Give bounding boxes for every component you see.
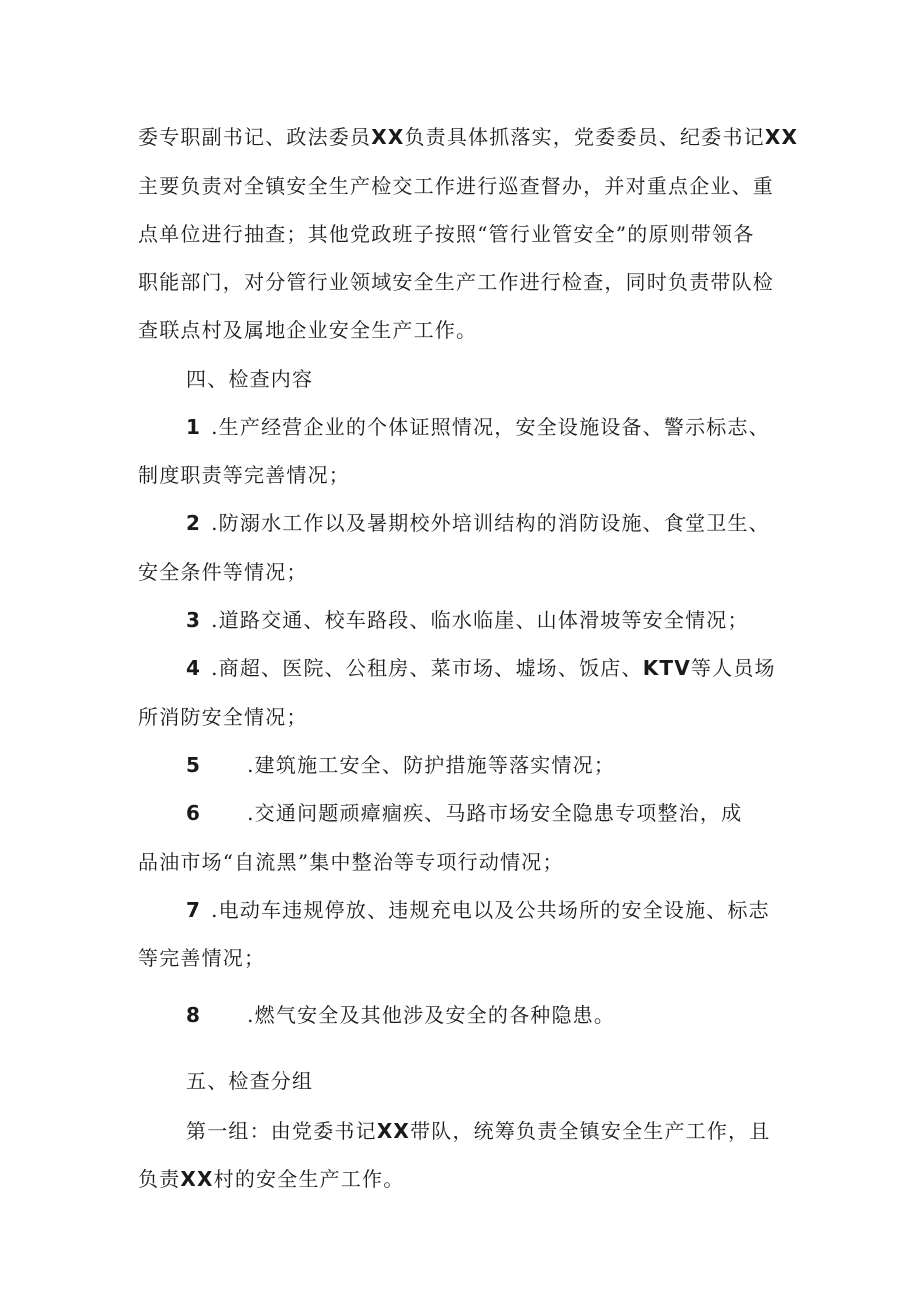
list-item-continuation: 安全条件等情况；: [138, 560, 308, 584]
text-run: 带队，统筹负责全镇安全生产工作，且: [410, 1119, 771, 1143]
item-text: .燃气安全及其他涉及安全的各种隐患。: [247, 1003, 616, 1027]
item-number: 6: [186, 801, 202, 825]
list-item: [186, 1001, 846, 1029]
list-item: [186, 751, 846, 779]
item-text: .生产经营企业的个体证照情况，安全设施设备、警示标志、: [211, 415, 770, 439]
placeholder-name: XX: [764, 125, 799, 149]
text-run: 负责具体抓落实，党委委员、纪委书记: [404, 125, 765, 149]
list-item: [186, 413, 846, 441]
text-run: 负责: [138, 1167, 181, 1191]
item-text: .电动车违规停放、违规充电以及公共场所的安全设施、标志: [211, 898, 770, 922]
item-number: 3: [186, 608, 202, 632]
item-text: .商超、医院、公租房、菜市场、墟场、饭店、: [211, 656, 643, 680]
text-run: 第一组：由党委书记: [186, 1119, 377, 1143]
item-number: 5: [186, 753, 202, 777]
item-number: 7: [186, 898, 202, 922]
item-number: 1: [186, 415, 202, 439]
list-item: [186, 799, 846, 827]
paragraph-line: [138, 1165, 798, 1193]
item-number: 8: [186, 1003, 202, 1027]
list-item-continuation: 制度职责等完善情况；: [138, 463, 350, 487]
item-number: 4: [186, 656, 202, 680]
placeholder-name: XX: [376, 1119, 411, 1143]
item-text: .建筑施工安全、防护措施等落实情况；: [247, 753, 616, 777]
text-run: 委专职副书记、政法委员: [138, 125, 372, 149]
item-text: .防溺水工作以及暑期校外培训结构的消防设施、食堂卫生、: [211, 511, 770, 535]
paragraph-line: [138, 123, 798, 151]
paragraph-line: [186, 1117, 846, 1145]
list-item: [186, 654, 846, 682]
item-text-latin: KTV: [642, 656, 691, 680]
section-heading: 五、检查分组: [186, 1069, 314, 1093]
item-text: 等人员场: [690, 656, 776, 680]
list-item: [186, 896, 846, 924]
paragraph-line: 职能部门，对分管行业领域安全生产工作进行检查，同时负责带队检: [138, 270, 774, 294]
paragraph-line: 主要负责对全镇安全生产检交工作进行巡查督办，并对重点企业、重: [138, 174, 774, 198]
section-heading: 四、检查内容: [186, 367, 314, 391]
list-item: [186, 509, 846, 537]
paragraph-line: 查联点村及属地企业安全生产工作。: [138, 318, 478, 342]
item-number: 2: [186, 511, 202, 535]
text-run: 村的安全生产工作。: [213, 1167, 405, 1191]
item-text: .交通问题顽瘴痼疾、马路市场安全隐患专项整治，成: [247, 801, 743, 825]
placeholder-name: XX: [371, 125, 405, 149]
list-item-continuation: 所消防安全情况；: [138, 705, 308, 729]
item-text: .道路交通、校车路段、临水临崖、山体滑坡等安全情况；: [211, 608, 749, 632]
list-item-continuation: 品油市场“自流黑”集中整治等专项行动情况；: [138, 850, 564, 874]
paragraph-line: 点单位进行抽查；其他党政班子按照“管行业管安全”的原则带领各: [138, 222, 755, 246]
list-item-continuation: 等完善情况；: [138, 946, 266, 970]
list-item: [186, 606, 846, 634]
placeholder-name: XX: [180, 1167, 214, 1191]
